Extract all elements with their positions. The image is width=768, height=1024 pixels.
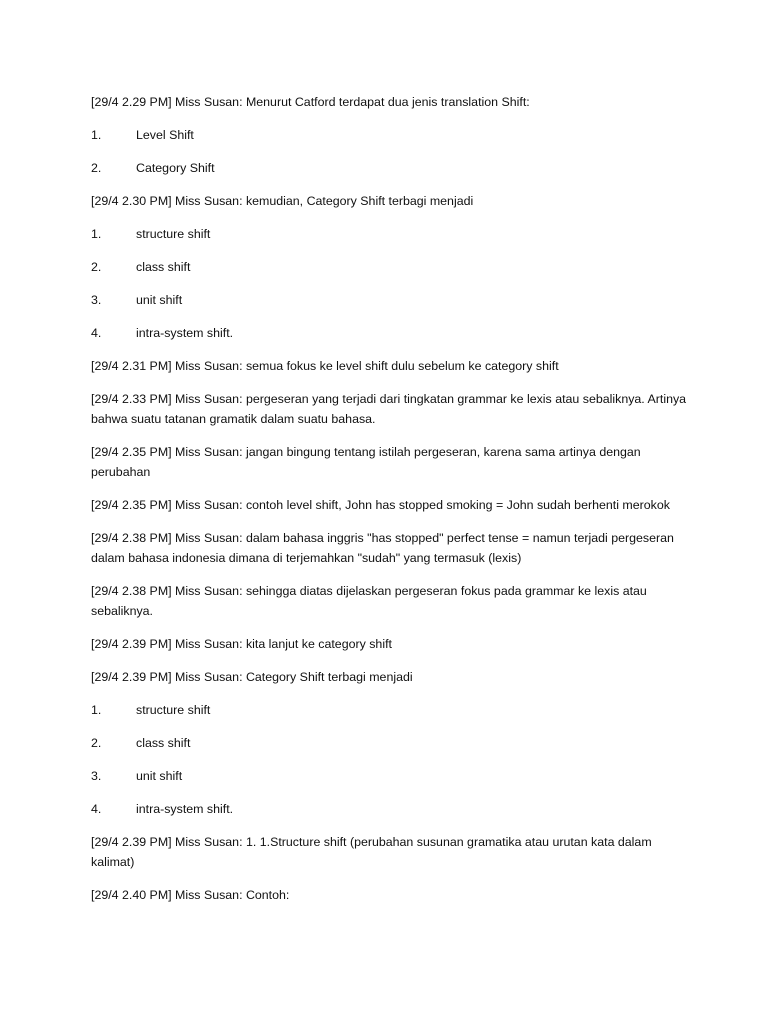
list-item-number: 4. xyxy=(91,802,102,816)
chat-message: [29/4 2.29 PM] Miss Susan: Menurut Catford terdapat dua jenis translation Shift: xyxy=(91,95,530,109)
list-item-text: structure shift xyxy=(136,227,211,241)
list-item-text: unit shift xyxy=(136,293,183,307)
list-item xyxy=(91,700,691,720)
list-item xyxy=(91,290,691,310)
list-item xyxy=(91,158,691,178)
list-item-number: 2. xyxy=(91,736,102,750)
list-item xyxy=(91,257,691,277)
chat-message: [29/4 2.39 PM] Miss Susan: 1. 1.Structure shift (perubahan susunan gramatika atau urutan kata dalam kalimat) xyxy=(91,835,652,869)
list-item-number: 2. xyxy=(91,260,102,274)
chat-message: [29/4 2.39 PM] Miss Susan: kita lanjut ke category shift xyxy=(91,637,392,651)
list-item-text: class shift xyxy=(136,736,191,750)
list-item-number: 2. xyxy=(91,161,102,175)
chat-message: [29/4 2.35 PM] Miss Susan: contoh level shift, John has stopped smoking = John sudah berhenti merokok xyxy=(91,498,670,512)
list-item-text: unit shift xyxy=(136,769,183,783)
list-item-text: intra-system shift. xyxy=(136,802,234,816)
list-item-text: structure shift xyxy=(136,703,211,717)
list-item-number: 4. xyxy=(91,326,102,340)
list-item-number: 1. xyxy=(91,703,102,717)
list-item-text: Level Shift xyxy=(136,128,194,142)
chat-message: [29/4 2.40 PM] Miss Susan: Contoh: xyxy=(91,888,290,902)
list-item xyxy=(91,125,691,145)
chat-message: [29/4 2.33 PM] Miss Susan: pergeseran yang terjadi dari tingkatan grammar ke lexis atau sebaliknya. Artinya bahwa suatu tatanan gramatik dalam suatu bahasa. xyxy=(91,392,687,426)
chat-message: [29/4 2.39 PM] Miss Susan: Category Shift terbagi menjadi xyxy=(91,670,413,684)
chat-message: [29/4 2.31 PM] Miss Susan: semua fokus ke level shift dulu sebelum ke category shift xyxy=(91,359,559,373)
list-item-number: 1. xyxy=(91,227,102,241)
list-item xyxy=(91,766,691,786)
list-item-number: 3. xyxy=(91,293,102,307)
list-item-text: class shift xyxy=(136,260,191,274)
list-item xyxy=(91,799,691,819)
list-item-text: intra-system shift. xyxy=(136,326,234,340)
list-item-number: 3. xyxy=(91,769,102,783)
list-item xyxy=(91,733,691,753)
list-item-number: 1. xyxy=(91,128,102,142)
chat-message: [29/4 2.30 PM] Miss Susan: kemudian, Category Shift terbagi menjadi xyxy=(91,194,474,208)
list-item xyxy=(91,224,691,244)
chat-message: [29/4 2.35 PM] Miss Susan: jangan bingung tentang istilah pergeseran, karena sama artinya dengan perubahan xyxy=(91,445,641,479)
document-content xyxy=(91,92,691,918)
list-item-text: Category Shift xyxy=(136,161,215,175)
chat-message: [29/4 2.38 PM] Miss Susan: dalam bahasa inggris "has stopped" perfect tense = namun terjadi pergeseran dalam bahasa indonesia dimana di terjemahkan "sudah" yang termasuk (lexis) xyxy=(91,531,674,565)
list-item xyxy=(91,323,691,343)
chat-message: [29/4 2.38 PM] Miss Susan: sehingga diatas dijelaskan pergeseran fokus pada grammar ke lexis atau sebaliknya. xyxy=(91,584,647,618)
